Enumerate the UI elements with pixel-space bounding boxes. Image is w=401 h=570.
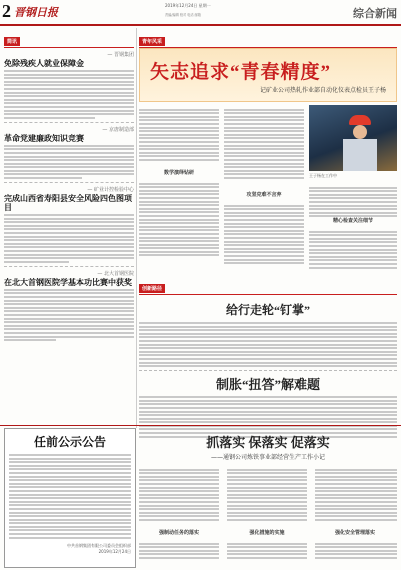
article-subhead: 攻坚克难不言弃: [246, 192, 282, 198]
masthead: [0, 0, 401, 26]
date-line: 2019年12月24日 星期一: [165, 3, 211, 8]
section-rule: [0, 425, 401, 426]
article-text: [224, 107, 304, 180]
article-text: [139, 541, 219, 561]
brief-source: — 京唐制造部: [102, 126, 134, 133]
article-headline[interactable]: 制胀“扭答”解难题: [215, 377, 320, 393]
article-text: [139, 181, 219, 258]
article-text: [309, 229, 397, 270]
article-headline: 抓落实 保落实 促落实: [206, 435, 330, 450]
article-text: [224, 203, 304, 266]
article-text: [315, 467, 397, 523]
section-tag: 青年风采: [139, 37, 165, 46]
article-text: [227, 467, 307, 523]
notice-title: 任前公示公告: [33, 435, 106, 449]
article-headline[interactable]: 给行走轮“钉掌”: [225, 303, 310, 317]
brief-news-column: [4, 28, 134, 424]
column-divider: [136, 28, 137, 428]
article-text: [4, 289, 134, 341]
divider: [139, 370, 397, 371]
tag-rule: [139, 294, 397, 295]
staff-line: 责编/编辑 校对 电话 邮箱: [165, 13, 201, 17]
section-tag: 创新路径: [139, 284, 165, 293]
brief-item[interactable]: [4, 126, 134, 179]
article-subhead: 精心检查关注细节: [332, 218, 373, 224]
feature-headline: 矢志追求“青春精度”: [150, 62, 332, 83]
brief-headline: 完成山西省寿阳县安全风险四色图项目: [4, 194, 132, 213]
article-text: [4, 214, 134, 263]
brief-source: — 北大首钢医院: [97, 270, 134, 277]
brief-item[interactable]: [4, 270, 134, 341]
paper-name: 晋钢日报: [14, 7, 58, 19]
section-title: 综合新闻: [353, 8, 397, 20]
article-text: [139, 107, 219, 163]
notice-box[interactable]: [4, 428, 136, 568]
article-text: [315, 541, 397, 561]
article-text: [227, 541, 307, 561]
article-subtitle: ——通钢公司炼铁事业部经营生产工作小记: [210, 454, 325, 461]
feature-column: [139, 28, 397, 440]
brief-item[interactable]: [4, 51, 134, 119]
photo-caption: 王子杨在工作中: [309, 173, 337, 178]
feature-banner: [139, 48, 397, 102]
article-subhead: 强化安全管理落实: [334, 530, 375, 536]
article-text: [139, 322, 397, 367]
notice-date: 2019年12月24日: [98, 548, 131, 554]
brief-source: — 矿业计控检验中心: [87, 187, 134, 194]
notice-signature: 中共首钢集团有限公司委员会组织部: [67, 542, 131, 548]
article-text: [4, 70, 134, 119]
article-text: [309, 185, 397, 219]
brief-headline: 在北大首钢医院学基本功比赛中获奖: [4, 277, 132, 287]
feature-article-4[interactable]: [139, 432, 397, 565]
brief-item[interactable]: [4, 186, 134, 263]
worker-photo: [309, 105, 397, 171]
brief-source: — 晋钢集团: [107, 52, 134, 58]
divider: [4, 266, 134, 267]
article-subhead: 数学演绎钻研: [163, 170, 194, 176]
article-text: [139, 467, 219, 523]
page-number: 2: [2, 1, 11, 21]
notice-text: [9, 454, 131, 539]
feature-subtitle: 记矿业公司热轧作业部自动化仪表点检员王子杨: [259, 87, 386, 94]
feature-article[interactable]: [139, 105, 397, 275]
section-tag: 简讯: [4, 37, 20, 46]
divider: [4, 182, 134, 183]
divider: [4, 122, 134, 123]
article-text: [4, 145, 134, 179]
article-subhead: 强化措施的实施: [249, 530, 285, 536]
brief-headline: 免除残疾人就业保障金: [4, 59, 84, 68]
brief-headline: 革命党建廉政知识竞赛: [4, 133, 84, 143]
article-subhead: 强制动任务的落实: [158, 530, 199, 536]
tag-rule: [4, 47, 134, 48]
